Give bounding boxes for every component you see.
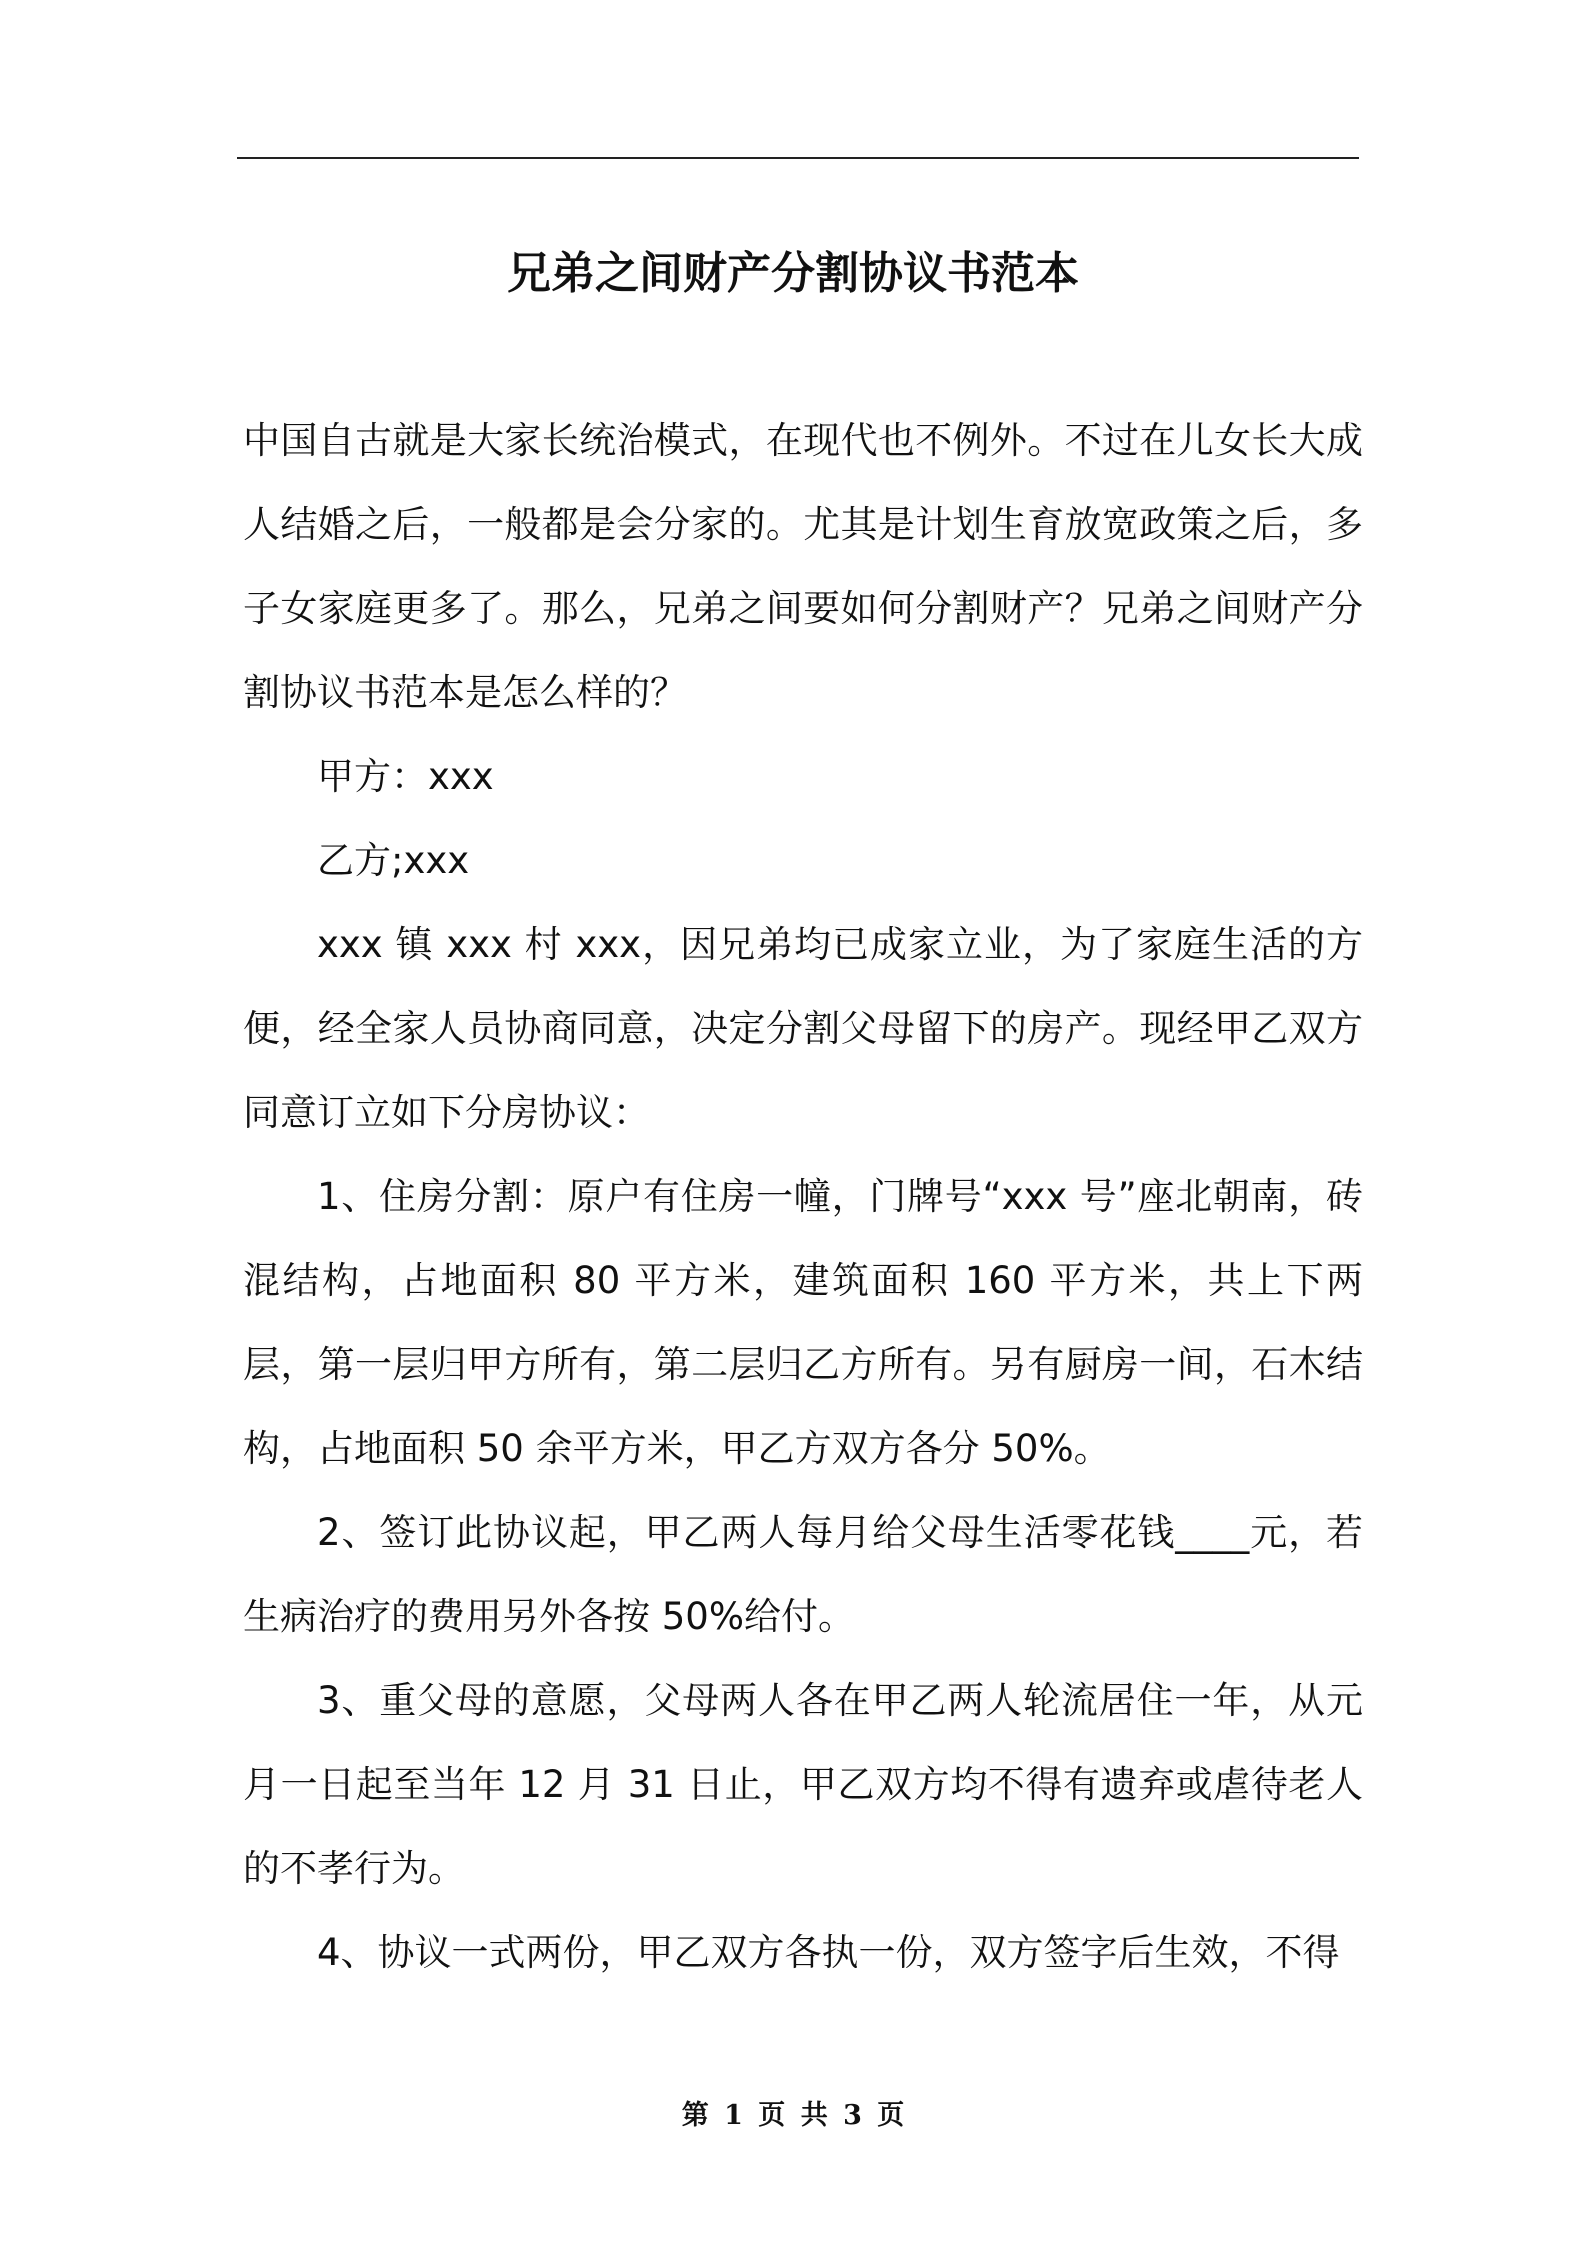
clause-3: 3、重父母的意愿，父母两人各在甲乙两人轮流居住一年，从元月一日起至当年 12 月 31 日止，甲乙双方均不得有遗弃或虐待老人的不孝行为。 (243, 1679, 1363, 1890)
clause-4: 4、协议一式两份，甲乙双方各执一份，双方签字后生效，不得 (317, 1931, 1340, 1974)
document-title: 兄弟之间财产分割协议书范本 (507, 248, 1079, 300)
document-body (243, 399, 1363, 1995)
clause-1: 1、住房分割：原户有住房一幢，门牌号“xxx 号”座北朝南，砖混结构，占地面积 80 平方米，建筑面积 160 平方米，共上下两层，第一层归甲方所有，第二层归乙方所有。另有厨房一间，石木结构，占地面积 50 余平方米，甲乙方双方各分 50%。 (243, 1175, 1363, 1470)
party-b-line: 乙方;xxx (317, 839, 470, 882)
party-a-line: 甲方：xxx (317, 755, 494, 798)
page-number-footer: 第 1 页 共 3 页 (681, 2100, 905, 2131)
clause-2: 2、签订此协议起，甲乙两人每月给父母生活零花钱____元，若生病治疗的费用另外各按 50%给付。 (243, 1511, 1363, 1638)
intro-paragraph: 中国自古就是大家长统治模式，在现代也不例外。不过在儿女长大成人结婚之后，一般都是会分家的。尤其是计划生育放宽政策之后，多子女家庭更多了。那么，兄弟之间要如何分割财产？兄弟之间财产分割协议书范本是怎么样的？ (243, 419, 1363, 714)
header-rule (237, 157, 1359, 159)
agreement-preamble: xxx 镇 xxx 村 xxx，因兄弟均已成家立业，为了家庭生活的方便，经全家人员协商同意，决定分割父母留下的房产。现经甲乙双方同意订立如下分房协议： (243, 923, 1363, 1134)
